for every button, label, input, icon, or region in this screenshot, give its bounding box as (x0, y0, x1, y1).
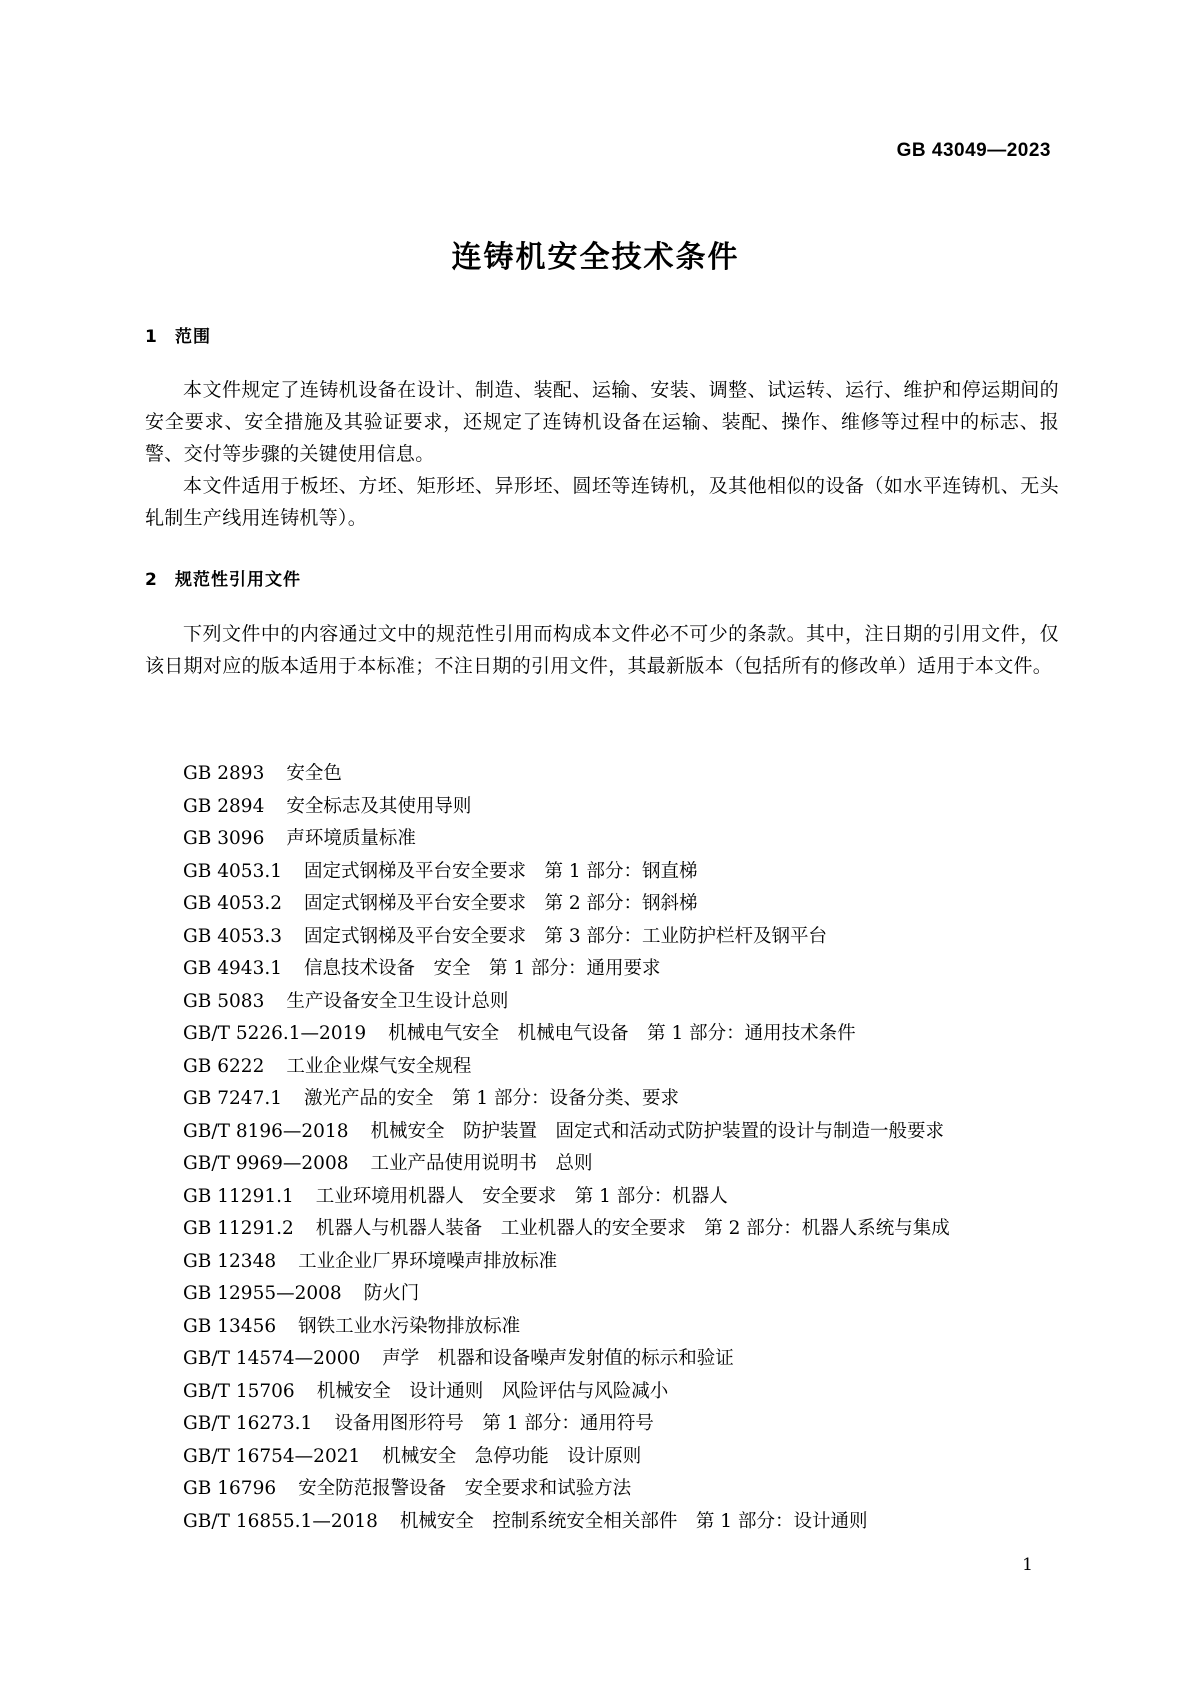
reference-list (183, 758, 1063, 1538)
standard-code: GB 43049—2023 (896, 140, 1051, 161)
reference-code: GB 7247.1 (183, 1088, 282, 1109)
reference-item (183, 953, 1063, 986)
reference-item (183, 758, 1063, 791)
reference-item (183, 1246, 1063, 1279)
reference-code: GB 6222 (183, 1055, 265, 1077)
reference-item (183, 1278, 1063, 1311)
reference-code: GB 4053.3 (183, 925, 282, 947)
section-1-heading (145, 322, 211, 347)
reference-item (183, 1213, 1063, 1246)
reference-code: GB/T 16754—2021 (183, 1445, 361, 1467)
reference-item (183, 1408, 1063, 1441)
reference-title: 声环境质量标准 (286, 828, 416, 849)
reference-code: GB/T 16273.1 (183, 1413, 313, 1434)
reference-code: GB 12955—2008 (183, 1283, 342, 1304)
reference-title: 工业产品使用说明书 总则 (370, 1153, 593, 1174)
reference-code: GB 11291.2 (183, 1218, 294, 1239)
reference-title: 固定式钢梯及平台安全要求 第 1 部分：钢直梯 (304, 860, 698, 882)
reference-code: GB 2893 (183, 763, 265, 784)
reference-title: 安全防范报警设备 安全要求和试验方法 (298, 1478, 632, 1499)
section-2-number: 2 (145, 570, 158, 590)
reference-item (183, 986, 1063, 1019)
reference-item (183, 1181, 1063, 1214)
reference-title: 固定式钢梯及平台安全要求 第 3 部分：工业防护栏杆及钢平台 (304, 925, 828, 947)
reference-title: 声学 机器和设备噪声发射值的标示和验证 (382, 1348, 734, 1369)
reference-code: GB 3096 (183, 828, 265, 849)
section-1-number: 1 (145, 327, 158, 347)
reference-title: 固定式钢梯及平台安全要求 第 2 部分：钢斜梯 (304, 893, 698, 914)
reference-title: 安全色 (286, 763, 342, 784)
reference-item (183, 888, 1063, 921)
reference-title: 机械安全 急停功能 设计原则 (382, 1445, 642, 1467)
reference-title: 机械安全 控制系统安全相关部件 第 1 部分：设计通则 (399, 1510, 868, 1532)
reference-code: GB/T 9969—2008 (183, 1153, 349, 1174)
reference-title: 钢铁工业水污染物排放标准 (298, 1315, 521, 1337)
reference-item (183, 1148, 1063, 1181)
section-2-heading (145, 565, 301, 590)
reference-code: GB/T 14574—2000 (183, 1348, 361, 1369)
document-title: 连铸机安全技术条件 (451, 240, 740, 275)
scope-paragraph-1: 本文件规定了连铸机设备在设计、制造、装配、运输、安装、调整、试运转、运行、维护和停运期间的安全要求、安全措施及其验证要求，还规定了连铸机设备在运输、装配、操作、维修等过程中的标志、报警、交付等步骤的关键使用信息。 (145, 379, 1059, 465)
reference-item (183, 1506, 1063, 1539)
section-1-title: 范围 (175, 327, 211, 347)
reference-title: 设备用图形符号 第 1 部分：通用符号 (334, 1413, 654, 1434)
page-number: 1 (1022, 1555, 1033, 1575)
reference-code: GB 16796 (183, 1478, 277, 1499)
reference-title: 激光产品的安全 第 1 部分：设备分类、要求 (304, 1088, 680, 1109)
reference-title: 工业企业厂界环境噪声排放标准 (298, 1250, 558, 1272)
reference-item (183, 1473, 1063, 1506)
reference-item (183, 1051, 1063, 1084)
reference-code: GB/T 16855.1—2018 (183, 1510, 378, 1532)
reference-code: GB 4053.2 (183, 893, 282, 914)
normative-references-intro: 下列文件中的内容通过文中的规范性引用而构成本文件必不可少的条款。其中，注日期的引用文件，仅该日期对应的版本适用于本标准；不注日期的引用文件，其最新版本（包括所有的修改单）适用于本文件。 (145, 623, 1059, 677)
reference-item (183, 1343, 1063, 1376)
reference-title: 机器人与机器人装备 工业机器人的安全要求 第 2 部分：机器人系统与集成 (315, 1218, 950, 1239)
reference-title: 工业企业煤气安全规程 (286, 1055, 472, 1077)
reference-title: 机械电气安全 机械电气设备 第 1 部分：通用技术条件 (388, 1023, 856, 1044)
reference-item (183, 791, 1063, 824)
reference-code: GB 4053.1 (183, 860, 282, 882)
reference-item (183, 856, 1063, 889)
reference-code: GB 5083 (183, 990, 265, 1012)
reference-code: GB/T 8196—2018 (183, 1120, 349, 1142)
reference-title: 信息技术设备 安全 第 1 部分：通用要求 (304, 958, 661, 979)
reference-code: GB 13456 (183, 1315, 277, 1337)
reference-item (183, 1311, 1063, 1344)
reference-code: GB 2894 (183, 795, 265, 817)
reference-item (183, 823, 1063, 856)
reference-title: 工业环境用机器人 安全要求 第 1 部分：机器人 (315, 1185, 728, 1207)
reference-title: 机械安全 防护装置 固定式和活动式防护装置的设计与制造一般要求 (370, 1120, 945, 1142)
reference-title: 防火门 (363, 1283, 420, 1304)
reference-item (183, 1083, 1063, 1116)
reference-code: GB 11291.1 (183, 1185, 294, 1207)
reference-item (183, 1116, 1063, 1149)
reference-title: 安全标志及其使用导则 (286, 795, 472, 817)
reference-item (183, 1376, 1063, 1409)
reference-code: GB 4943.1 (183, 958, 282, 979)
reference-title: 机械安全 设计通则 风险评估与风险减小 (316, 1380, 669, 1402)
reference-code: GB/T 5226.1—2019 (183, 1023, 367, 1044)
reference-item (183, 1441, 1063, 1474)
section-2-title: 规范性引用文件 (175, 570, 301, 590)
reference-code: GB/T 15706 (183, 1380, 295, 1402)
scope-paragraph-2: 本文件适用于板坯、方坯、矩形坯、异形坯、圆坯等连铸机，及其他相似的设备（如水平连铸机、无头轧制生产线用连铸机等）。 (145, 475, 1059, 529)
reference-title: 生产设备安全卫生设计总则 (286, 990, 509, 1012)
reference-item (183, 1018, 1063, 1051)
reference-code: GB 12348 (183, 1250, 277, 1272)
reference-item (183, 921, 1063, 954)
